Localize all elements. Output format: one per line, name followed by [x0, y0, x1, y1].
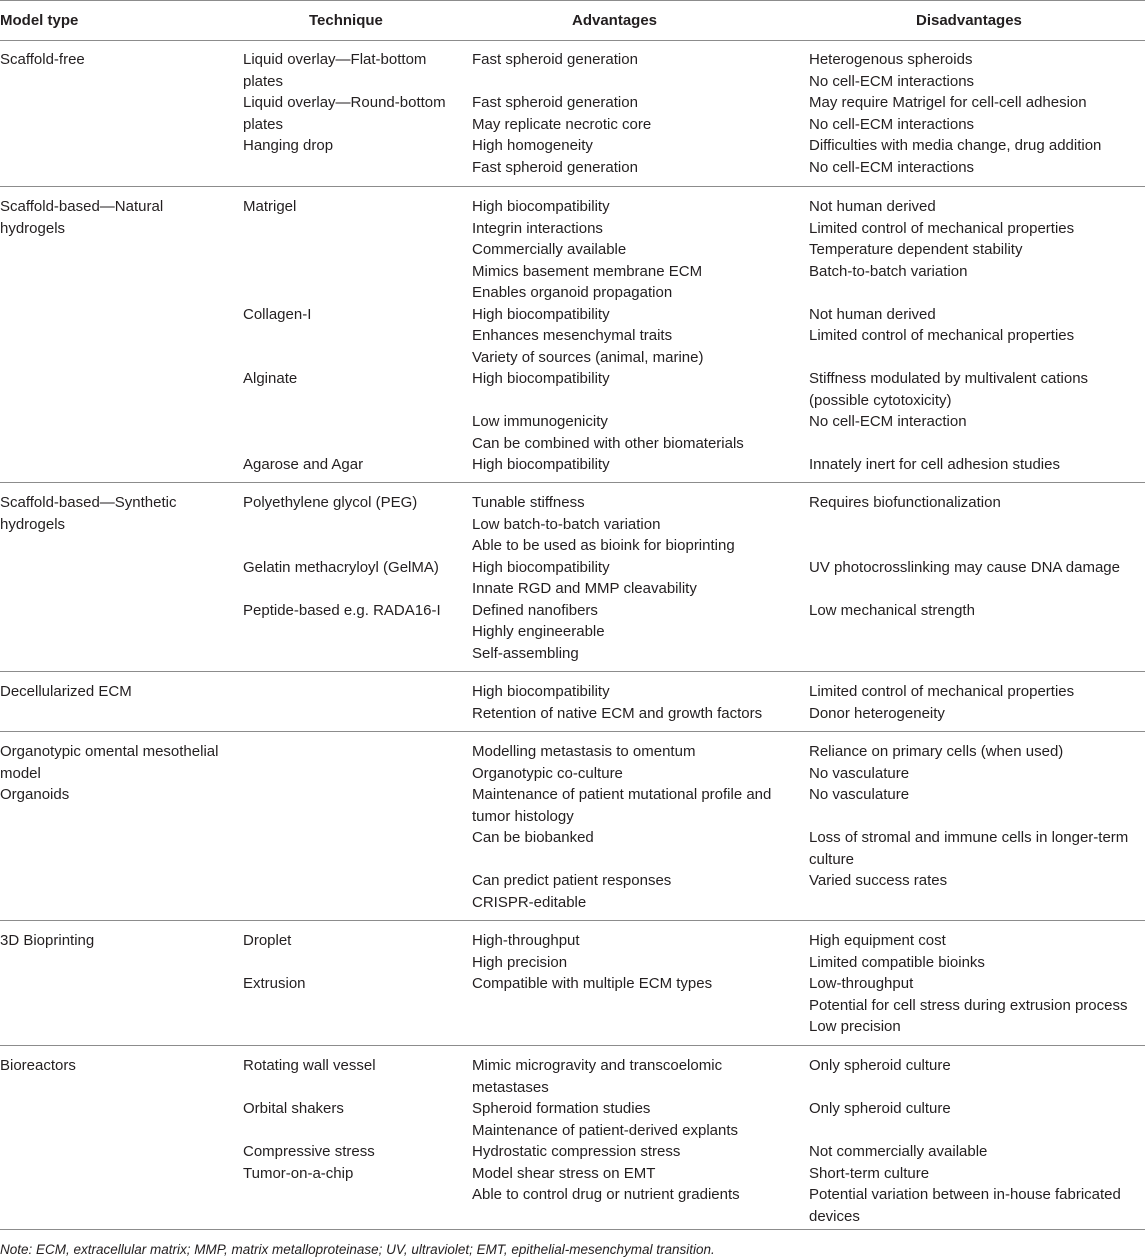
- advantages-line: tumor histology: [472, 807, 574, 825]
- disadvantages-line: Low precision: [809, 1018, 901, 1035]
- disadvantages-line: Limited compatible bioinks: [809, 953, 985, 971]
- section-rule: [0, 482, 1145, 483]
- section-rule: [0, 671, 1145, 672]
- advantages-line: Can be biobanked: [472, 829, 594, 846]
- advantages-line: High biocompatibility: [472, 198, 610, 215]
- advantages-line: Integrin interactions: [472, 219, 603, 237]
- advantages-line: May replicate necrotic core: [472, 115, 652, 133]
- disadvantages-line: No vasculature: [809, 786, 910, 803]
- advantages-line: Mimic microgravity and transcoelomic: [472, 1057, 723, 1074]
- advantages-line: CRISPR-editable: [472, 893, 587, 911]
- disadvantages-line: No cell-ECM interactions: [809, 72, 975, 90]
- advantages-line: Model shear stress on EMT: [472, 1164, 656, 1182]
- header-rule: [0, 40, 1145, 41]
- header-disadvantages: Disadvantages: [916, 12, 1022, 29]
- advantages-line: Enhances mesenchymal traits: [472, 327, 673, 344]
- disadvantages-line: Stiffness modulated by multivalent cations: [809, 370, 1089, 387]
- technique-line: Orbital shakers: [243, 1100, 344, 1117]
- advantages-line: Mimics basement membrane ECM: [472, 262, 703, 280]
- disadvantages-line: Potential for cell stress during extrusion process: [809, 996, 1128, 1014]
- model-line: Bioreactors: [0, 1057, 76, 1074]
- model-line: model: [0, 764, 41, 782]
- technique-line: Compressive stress: [243, 1143, 375, 1160]
- disadvantages-line: Only spheroid culture: [809, 1057, 951, 1074]
- disadvantages-line: Loss of stromal and immune cells in longer-term: [809, 829, 1129, 846]
- disadvantages-line: devices: [809, 1207, 860, 1225]
- technique-line: Liquid overlay—Flat-bottom: [243, 51, 427, 68]
- model-line: hydrogels: [0, 515, 66, 533]
- disadvantages-line: Varied success rates: [809, 872, 948, 889]
- technique-line: Tumor-on-a-chip: [243, 1164, 354, 1182]
- disadvantages-line: UV photocrosslinking may cause DNA damage: [809, 558, 1120, 576]
- disadvantages-line: No vasculature: [809, 764, 910, 782]
- advantages-line: Can predict patient responses: [472, 872, 672, 889]
- technique-line: Rotating wall vessel: [243, 1057, 376, 1074]
- advantages-line: Tunable stiffness: [472, 494, 585, 511]
- disadvantages-line: Temperature dependent stability: [809, 241, 1023, 258]
- disadvantages-line: Short-term culture: [809, 1164, 930, 1182]
- header-advantages: Advantages: [572, 12, 658, 29]
- model-line: Organotypic omental mesothelial: [0, 743, 219, 760]
- advantages-line: High biocompatibility: [472, 370, 610, 387]
- header-technique: Technique: [309, 12, 383, 29]
- section-rule: [0, 731, 1145, 732]
- disadvantages-line: Batch-to-batch variation: [809, 262, 968, 280]
- disadvantages-line: Low mechanical strength: [809, 601, 975, 619]
- disadvantages-line: Limited control of mechanical properties: [809, 327, 1075, 344]
- disadvantages-line: Limited control of mechanical properties: [809, 219, 1075, 237]
- advantages-line: Organotypic co-culture: [472, 764, 623, 782]
- disadvantages-line: (possible cytotoxicity): [809, 391, 952, 409]
- technique-line: Droplet: [243, 932, 292, 949]
- model-line: Organoids: [0, 786, 70, 803]
- disadvantages-line: May require Matrigel for cell-cell adhesion: [809, 94, 1087, 111]
- advantages-line: Fast spheroid generation: [472, 51, 638, 68]
- disadvantages-line: Difficulties with media change, drug addition: [809, 137, 1102, 154]
- disadvantages-line: Reliance on primary cells (when used): [809, 743, 1064, 760]
- advantages-line: Hydrostatic compression stress: [472, 1143, 681, 1160]
- disadvantages-line: Not human derived: [809, 305, 936, 323]
- advantages-line: Maintenance of patient mutational profile and: [472, 786, 772, 803]
- technique-line: Hanging drop: [243, 137, 334, 154]
- disadvantages-line: Not human derived: [809, 198, 936, 215]
- section-rule: [0, 186, 1145, 187]
- technique-line: Liquid overlay—Round-bottom: [243, 94, 446, 111]
- advantages-line: Spheroid formation studies: [472, 1100, 651, 1117]
- advantages-line: Modelling metastasis to omentum: [472, 743, 696, 760]
- advantages-line: Compatible with multiple ECM types: [472, 975, 713, 992]
- disadvantages-line: Heterogenous spheroids: [809, 51, 973, 68]
- advantages-line: High biocompatibility: [472, 683, 610, 700]
- advantages-line: Fast spheroid generation: [472, 158, 638, 176]
- model-line: Decellularized ECM: [0, 683, 132, 700]
- technique-line: plates: [243, 72, 284, 90]
- advantages-line: Able to be used as bioink for bioprinting: [472, 537, 735, 554]
- advantages-line: Retention of native ECM and growth factors: [472, 704, 763, 722]
- disadvantages-line: Not commercially available: [809, 1143, 988, 1160]
- disadvantages-line: Low-throughput: [809, 975, 914, 992]
- advantages-line: Able to control drug or nutrient gradients: [472, 1186, 740, 1203]
- technique-line: Polyethylene glycol (PEG): [243, 494, 418, 511]
- advantages-line: Variety of sources (animal, marine): [472, 348, 704, 366]
- technique-line: plates: [243, 115, 284, 133]
- advantages-line: High homogeneity: [472, 137, 593, 154]
- advantages-line: Low batch-to-batch variation: [472, 515, 661, 533]
- advantages-line: High biocompatibility: [472, 305, 610, 323]
- disadvantages-line: Only spheroid culture: [809, 1100, 951, 1117]
- technique-line: Agarose and Agar: [243, 456, 364, 473]
- advantages-line: Maintenance of patient-derived explants: [472, 1121, 739, 1139]
- advantages-line: High biocompatibility: [472, 456, 610, 473]
- disadvantages-line: Potential variation between in-house fabricated: [809, 1186, 1121, 1203]
- model-line: Scaffold-based—Synthetic: [0, 494, 177, 511]
- disadvantages-line: Donor heterogeneity: [809, 704, 945, 722]
- model-line: 3D Bioprinting: [0, 932, 95, 949]
- technique-line: Extrusion: [243, 975, 306, 992]
- advantages-line: Low immunogenicity: [472, 413, 608, 430]
- advantages-line: High biocompatibility: [472, 558, 610, 576]
- advantages-line: Defined nanofibers: [472, 601, 598, 619]
- model-line: Scaffold-based—Natural: [0, 198, 164, 215]
- advantages-line: Innate RGD and MMP cleavability: [472, 580, 697, 597]
- advantages-line: High-throughput: [472, 932, 580, 949]
- disadvantages-line: culture: [809, 850, 855, 868]
- advantages-line: Self-assembling: [472, 644, 579, 662]
- advantages-line: Commercially available: [472, 241, 627, 258]
- disadvantages-line: No cell-ECM interaction: [809, 413, 967, 430]
- disadvantages-line: High equipment cost: [809, 932, 946, 949]
- section-rule: [0, 920, 1145, 921]
- advantages-line: High precision: [472, 953, 568, 971]
- advantages-line: Enables organoid propagation: [472, 284, 673, 301]
- advantages-line: metastases: [472, 1078, 549, 1096]
- header-model-type: Model type: [0, 12, 79, 29]
- advantages-line: Fast spheroid generation: [472, 94, 638, 111]
- section-rule: [0, 1045, 1145, 1046]
- technique-line: Peptide-based e.g. RADA16-I: [243, 601, 441, 619]
- disadvantages-line: Innately inert for cell adhesion studies: [809, 456, 1060, 473]
- table-note: Note: ECM, extracellular matrix; MMP, matrix metalloproteinase; UV, ultraviolet; EMT, epithelial-mesenchymal transition.: [0, 1242, 715, 1257]
- top-rule: [0, 0, 1145, 1]
- technique-line: Collagen-I: [243, 305, 312, 323]
- disadvantages-line: No cell-ECM interactions: [809, 115, 975, 133]
- technique-line: Alginate: [243, 370, 298, 387]
- technique-line: Matrigel: [243, 198, 297, 215]
- technique-line: Gelatin methacryloyl (GelMA): [243, 558, 439, 576]
- disadvantages-line: Requires biofunctionalization: [809, 494, 1001, 511]
- advantages-line: Highly engineerable: [472, 623, 605, 640]
- disadvantages-line: No cell-ECM interactions: [809, 158, 975, 176]
- model-line: hydrogels: [0, 219, 66, 237]
- advantages-line: Can be combined with other biomaterials: [472, 434, 744, 452]
- section-rule: [0, 1229, 1145, 1230]
- disadvantages-line: Limited control of mechanical properties: [809, 683, 1075, 700]
- model-line: Scaffold-free: [0, 51, 85, 68]
